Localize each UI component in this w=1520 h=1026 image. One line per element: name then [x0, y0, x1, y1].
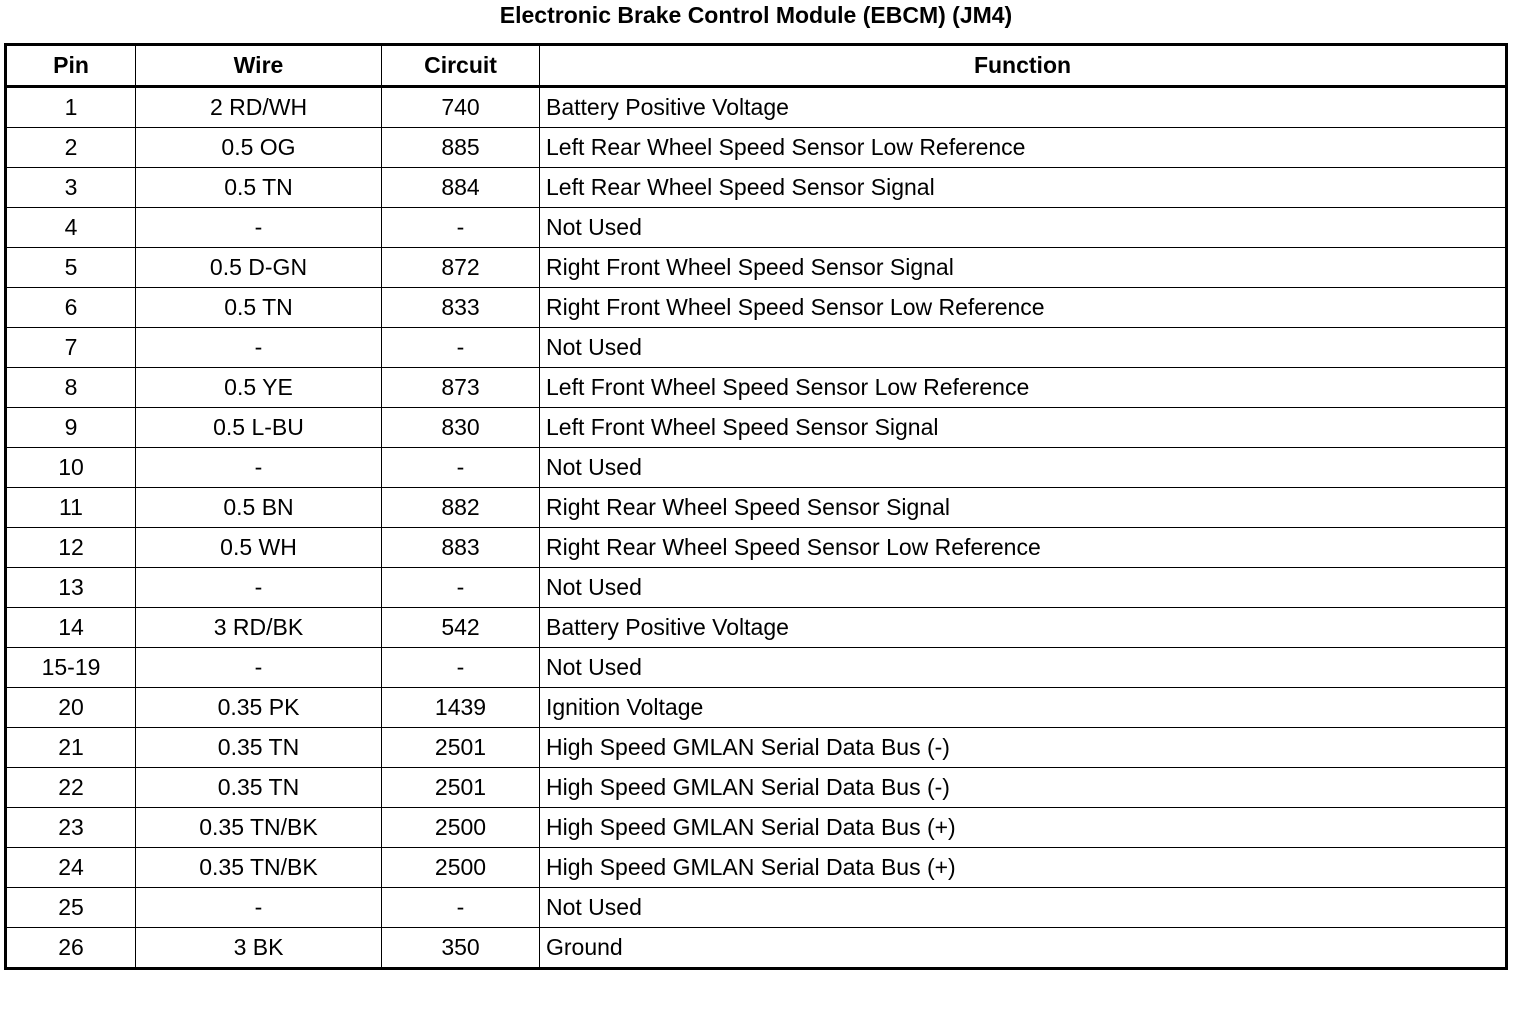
function-cell: Right Front Wheel Speed Sensor Low Reference — [540, 288, 1507, 328]
table-row — [6, 888, 1507, 928]
table-row — [6, 168, 1507, 208]
wire-cell: 0.35 TN/BK — [136, 848, 382, 888]
pin-cell: 10 — [6, 448, 136, 488]
circuit-cell: 873 — [382, 368, 540, 408]
wire-cell: 3 RD/BK — [136, 608, 382, 648]
document-title: Electronic Brake Control Module (EBCM) (JM4) — [499, 2, 1013, 28]
table-row — [6, 848, 1507, 888]
wire-cell: 0.35 PK — [136, 688, 382, 728]
function-cell: Not Used — [540, 568, 1507, 608]
function-cell: Not Used — [540, 648, 1507, 688]
pin-cell: 7 — [6, 328, 136, 368]
table-row — [6, 528, 1507, 568]
circuit-cell: - — [382, 328, 540, 368]
function-cell: Right Rear Wheel Speed Sensor Signal — [540, 488, 1507, 528]
circuit-cell: 740 — [382, 87, 540, 128]
pin-cell: 26 — [6, 928, 136, 969]
table-row — [6, 728, 1507, 768]
table-row — [6, 128, 1507, 168]
function-cell: Ground — [540, 928, 1507, 969]
function-cell: High Speed GMLAN Serial Data Bus (-) — [540, 728, 1507, 768]
function-cell: Ignition Voltage — [540, 688, 1507, 728]
wire-cell: - — [136, 888, 382, 928]
function-cell: Not Used — [540, 208, 1507, 248]
table-row — [6, 208, 1507, 248]
function-cell: Battery Positive Voltage — [540, 608, 1507, 648]
circuit-cell: 2500 — [382, 848, 540, 888]
function-cell: Battery Positive Voltage — [540, 87, 1507, 128]
wire-cell: 0.5 TN — [136, 288, 382, 328]
table-row — [6, 928, 1507, 969]
wire-cell: 0.5 D-GN — [136, 248, 382, 288]
pin-cell: 22 — [6, 768, 136, 808]
circuit-cell: 350 — [382, 928, 540, 969]
wire-cell: - — [136, 208, 382, 248]
pin-cell: 20 — [6, 688, 136, 728]
wire-cell: 0.35 TN — [136, 728, 382, 768]
function-cell: Not Used — [540, 448, 1507, 488]
circuit-cell: 885 — [382, 128, 540, 168]
column-header-wire: Wire — [136, 45, 382, 87]
table-row — [6, 87, 1507, 128]
pin-cell: 8 — [6, 368, 136, 408]
circuit-cell: 2501 — [382, 768, 540, 808]
circuit-cell: 2501 — [382, 728, 540, 768]
wire-cell: 0.35 TN — [136, 768, 382, 808]
circuit-cell: 833 — [382, 288, 540, 328]
circuit-cell: - — [382, 448, 540, 488]
pin-cell: 6 — [6, 288, 136, 328]
function-cell: Left Rear Wheel Speed Sensor Low Reference — [540, 128, 1507, 168]
wire-cell: 0.5 WH — [136, 528, 382, 568]
wire-cell: - — [136, 648, 382, 688]
table-row — [6, 608, 1507, 648]
wire-cell: 0.35 TN/BK — [136, 808, 382, 848]
wire-cell: - — [136, 448, 382, 488]
function-cell: Not Used — [540, 888, 1507, 928]
wire-cell: - — [136, 328, 382, 368]
table-row — [6, 248, 1507, 288]
circuit-cell: 830 — [382, 408, 540, 448]
circuit-cell: 2500 — [382, 808, 540, 848]
circuit-cell: 882 — [382, 488, 540, 528]
pin-cell: 14 — [6, 608, 136, 648]
table-row — [6, 688, 1507, 728]
wire-cell: - — [136, 568, 382, 608]
table-row — [6, 808, 1507, 848]
pinout-table — [4, 43, 1508, 970]
pin-cell: 23 — [6, 808, 136, 848]
wire-cell: 0.5 YE — [136, 368, 382, 408]
table-row — [6, 488, 1507, 528]
wire-cell: 2 RD/WH — [136, 87, 382, 128]
function-cell: Left Rear Wheel Speed Sensor Signal — [540, 168, 1507, 208]
function-cell: Left Front Wheel Speed Sensor Signal — [540, 408, 1507, 448]
pin-cell: 11 — [6, 488, 136, 528]
table-row — [6, 568, 1507, 608]
column-header-pin: Pin — [6, 45, 136, 87]
circuit-cell: 872 — [382, 248, 540, 288]
circuit-cell: - — [382, 648, 540, 688]
circuit-cell: - — [382, 208, 540, 248]
pinout-table-body — [6, 87, 1507, 969]
function-cell: Right Front Wheel Speed Sensor Signal — [540, 248, 1507, 288]
header-row — [6, 45, 1507, 87]
circuit-cell: - — [382, 888, 540, 928]
table-row — [6, 448, 1507, 488]
table-row — [6, 368, 1507, 408]
pin-cell: 9 — [6, 408, 136, 448]
function-cell: Not Used — [540, 328, 1507, 368]
circuit-cell: 884 — [382, 168, 540, 208]
circuit-cell: - — [382, 568, 540, 608]
column-header-circuit: Circuit — [382, 45, 540, 87]
pin-cell: 12 — [6, 528, 136, 568]
table-row — [6, 328, 1507, 368]
function-cell: Left Front Wheel Speed Sensor Low Reference — [540, 368, 1507, 408]
pin-cell: 5 — [6, 248, 136, 288]
pin-cell: 3 — [6, 168, 136, 208]
pin-cell: 13 — [6, 568, 136, 608]
table-row — [6, 768, 1507, 808]
pin-cell: 21 — [6, 728, 136, 768]
table-row — [6, 648, 1507, 688]
wire-cell: 3 BK — [136, 928, 382, 969]
function-cell: Right Rear Wheel Speed Sensor Low Reference — [540, 528, 1507, 568]
wire-cell: 0.5 L-BU — [136, 408, 382, 448]
function-cell: High Speed GMLAN Serial Data Bus (+) — [540, 848, 1507, 888]
circuit-cell: 883 — [382, 528, 540, 568]
function-cell: High Speed GMLAN Serial Data Bus (+) — [540, 808, 1507, 848]
circuit-cell: 1439 — [382, 688, 540, 728]
pin-cell: 1 — [6, 87, 136, 128]
wire-cell: 0.5 OG — [136, 128, 382, 168]
circuit-cell: 542 — [382, 608, 540, 648]
pin-cell: 25 — [6, 888, 136, 928]
pin-cell: 15-19 — [6, 648, 136, 688]
wire-cell: 0.5 TN — [136, 168, 382, 208]
pin-cell: 4 — [6, 208, 136, 248]
wire-cell: 0.5 BN — [136, 488, 382, 528]
table-row — [6, 288, 1507, 328]
function-cell: High Speed GMLAN Serial Data Bus (-) — [540, 768, 1507, 808]
pin-cell: 2 — [6, 128, 136, 168]
column-header-function: Function — [540, 45, 1507, 87]
table-row — [6, 408, 1507, 448]
pin-cell: 24 — [6, 848, 136, 888]
